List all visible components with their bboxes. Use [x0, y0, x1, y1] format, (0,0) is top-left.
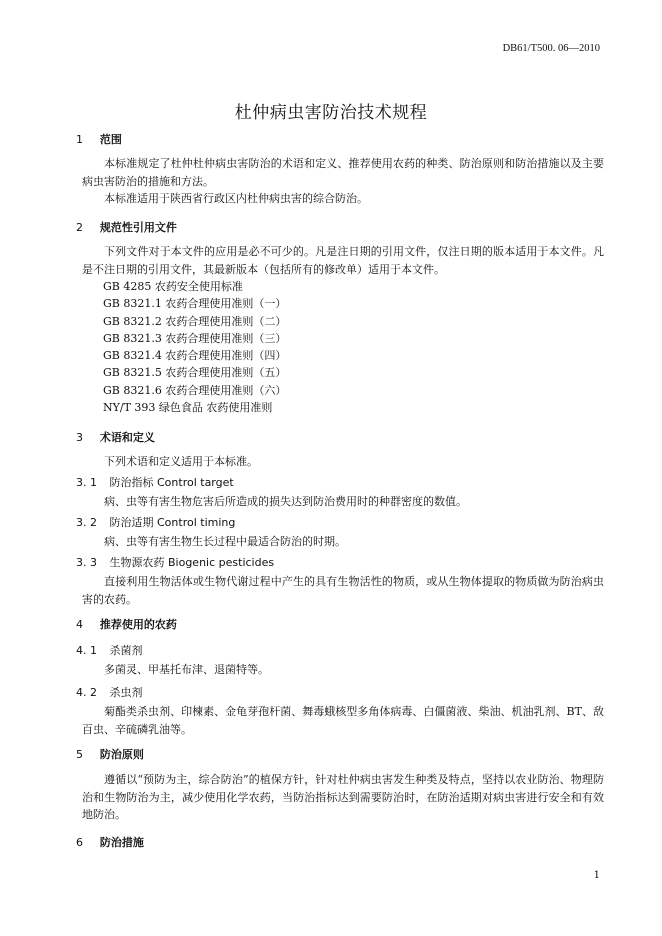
section-title: 术语和定义 [99, 431, 155, 444]
page-number: 1 [593, 870, 600, 881]
reference-item: GB 8321.5 农药合理使用准则（五） [103, 366, 287, 380]
reference-list [103, 278, 286, 416]
section-3-paragraph-1: 下列术语和定义适用于本标准。 [104, 455, 258, 468]
section-number: 4 [76, 618, 83, 631]
term-number: 3. 3 [76, 556, 97, 569]
section-title: 规范性引用文件 [99, 221, 177, 234]
term-3-3-definition: 直接利用生物活体或生物代谢过程中产生的具有生物活性的物质，或从生物体提取的物质做为防治病虫害的农药。 [82, 575, 604, 606]
reference-item: GB 8321.6 农药合理使用准则（六） [103, 383, 287, 397]
term-label: 防治适期 Control timing [109, 516, 236, 529]
section-6-heading [76, 834, 144, 850]
section-number: 5 [76, 748, 83, 761]
subsection-number: 4. 1 [76, 644, 97, 657]
reference-item: GB 8321.4 农药合理使用准则（四） [103, 349, 287, 363]
section-number: 6 [76, 836, 83, 849]
insecticide-list: 菊酯类杀虫剂、印楝素、金龟芽孢杆菌、舞毒蛾核型多角体病毒、白僵菌液、柴油、机油乳剂、BT、敌百虫、辛硫磷乳油等。 [82, 705, 604, 736]
section-5-paragraph-1: 遵循以“预防为主，综合防治”的植保方针，针对杜仲病虫害发生种类及特点，坚持以农业防治、物理防治和生物防治为主，减少使用化学农药，当防治指标达到需要防治时，在防治适期对病虫害进行安全和有效地防治。 [82, 773, 604, 821]
subsection-number: 4. 2 [76, 686, 97, 699]
section-number: 3 [76, 431, 83, 444]
section-1-heading [76, 131, 122, 147]
term-label: 防治指标 Control target [109, 476, 234, 489]
reference-item: GB 8321.2 农药合理使用准则（二） [103, 314, 287, 328]
reference-item: NY/T 393 绿色食品 农药使用准则 [103, 401, 273, 415]
term-3-3-heading [76, 554, 274, 570]
section-1-paragraph-1: 本标准规定了杜仲杜仲病虫害防治的术语和定义、推荐使用农药的种类、防治原则和防治措施以及主要病虫害防治的措施和方法。 [82, 157, 604, 188]
section-3-heading [76, 429, 155, 445]
fungicide-list: 多菌灵、甲基托布津、退菌特等。 [104, 663, 269, 676]
subsection-label: 杀虫剂 [109, 686, 143, 699]
section-2-heading [76, 219, 177, 235]
subsection-label: 杀菌剂 [109, 644, 143, 657]
subsection-4-2-heading [76, 684, 143, 700]
page-title: 杜仲病虫害防治技术规程 [234, 103, 428, 123]
term-3-2-heading [76, 514, 235, 530]
section-title: 范围 [99, 133, 122, 146]
section-5-heading [76, 746, 144, 762]
term-3-2-definition: 病、虫等有害生物生长过程中最适合防治的时期。 [104, 535, 346, 548]
reference-item: GB 8321.3 农药合理使用准则（三） [103, 331, 287, 345]
reference-item: GB 4285 农药安全使用标准 [103, 280, 243, 293]
document-id: DB61/T500. 06—2010 [502, 43, 600, 54]
section-title: 防治措施 [99, 836, 144, 849]
term-number: 3. 2 [76, 516, 97, 529]
section-number: 2 [76, 221, 83, 234]
subsection-4-1-heading [76, 642, 143, 658]
term-label: 生物源农药 Biogenic pesticides [109, 556, 275, 569]
reference-item: GB 8321.1 农药合理使用准则（一） [103, 297, 287, 311]
term-3-1-heading [76, 474, 234, 490]
section-number: 1 [76, 133, 83, 146]
section-title: 防治原则 [99, 748, 144, 761]
section-1-paragraph-2: 本标准适用于陕西省行政区内杜仲病虫害的综合防治。 [104, 192, 368, 205]
section-4-heading [76, 616, 177, 632]
term-number: 3. 1 [76, 476, 97, 489]
section-title: 推荐使用的农药 [99, 618, 177, 631]
section-2-paragraph-1: 下列文件对于本文件的应用是必不可少的。凡是注日期的引用文件，仅注日期的版本适用于本文件。凡是不注日期的引用文件，其最新版本（包括所有的修改单）适用于本文件。 [82, 245, 604, 276]
term-3-1-definition: 病、虫等有害生物危害后所造成的损失达到防治费用时的种群密度的数值。 [104, 495, 467, 508]
